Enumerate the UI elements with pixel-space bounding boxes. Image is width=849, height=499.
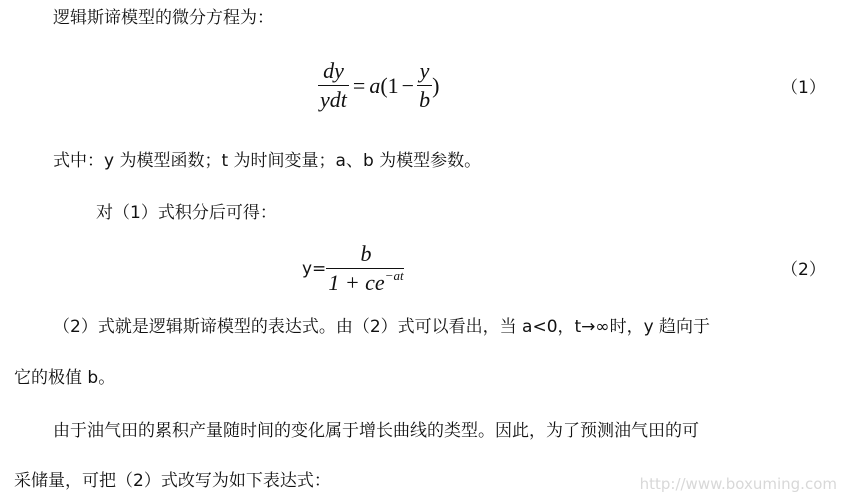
eq1-open-paren: ( [380, 72, 388, 98]
para-oil-line1: 由于油气田的累积产量随时间的变化属于增长曲线的类型。因此，为了预测油气田的可 [53, 421, 699, 441]
eq1-lhs-denominator: ydt [320, 87, 347, 112]
equation-1 [318, 60, 439, 111]
eq1-equals: = [352, 72, 366, 98]
eq1-inner-fraction-bar [417, 85, 432, 86]
eq1-lhs-numerator: dy [323, 58, 344, 83]
eq2-numerator: b [360, 241, 372, 266]
para-integrate: 对（1）式积分后可得： [96, 203, 277, 223]
eq1-inner-numerator: y [419, 58, 430, 83]
eq1-close-paren: ) [432, 72, 440, 98]
para-expression-line2: 它的极值 b。 [14, 368, 116, 388]
eq2-denominator-base: 1 + ce [328, 270, 385, 295]
eq1-lhs-fraction-bar [318, 85, 349, 86]
eq2-exponent: −at [384, 268, 404, 283]
para-oil-line2: 采储量，可把（2）式改写为如下表达式： [14, 471, 331, 491]
watermark: http://www.boxuming.com [639, 475, 837, 493]
eq1-one: 1 [387, 72, 399, 98]
eq1-coefficient: a [369, 72, 381, 98]
para-intro: 逻辑斯谛模型的微分方程为： [53, 8, 274, 28]
eq1-lhs-fraction [318, 60, 349, 111]
equation-1-number: （1） [781, 78, 826, 98]
equation-2 [302, 243, 406, 294]
eq2-lhs: y= [302, 258, 327, 279]
eq2-denominator [326, 268, 405, 295]
eq1-minus: − [401, 72, 415, 98]
para-where: 式中：y 为模型函数；t 为时间变量；a、b 为模型参数。 [53, 151, 482, 171]
eq1-inner-fraction [417, 60, 432, 111]
equation-2-number: （2） [781, 260, 826, 280]
para-expression-line1: （2）式就是逻辑斯谛模型的表达式。由（2）式可以看出，当 a<0，t→∞时，y 趋向于 [53, 317, 711, 337]
eq1-inner-denominator: b [419, 87, 431, 112]
eq2-fraction [326, 243, 405, 294]
